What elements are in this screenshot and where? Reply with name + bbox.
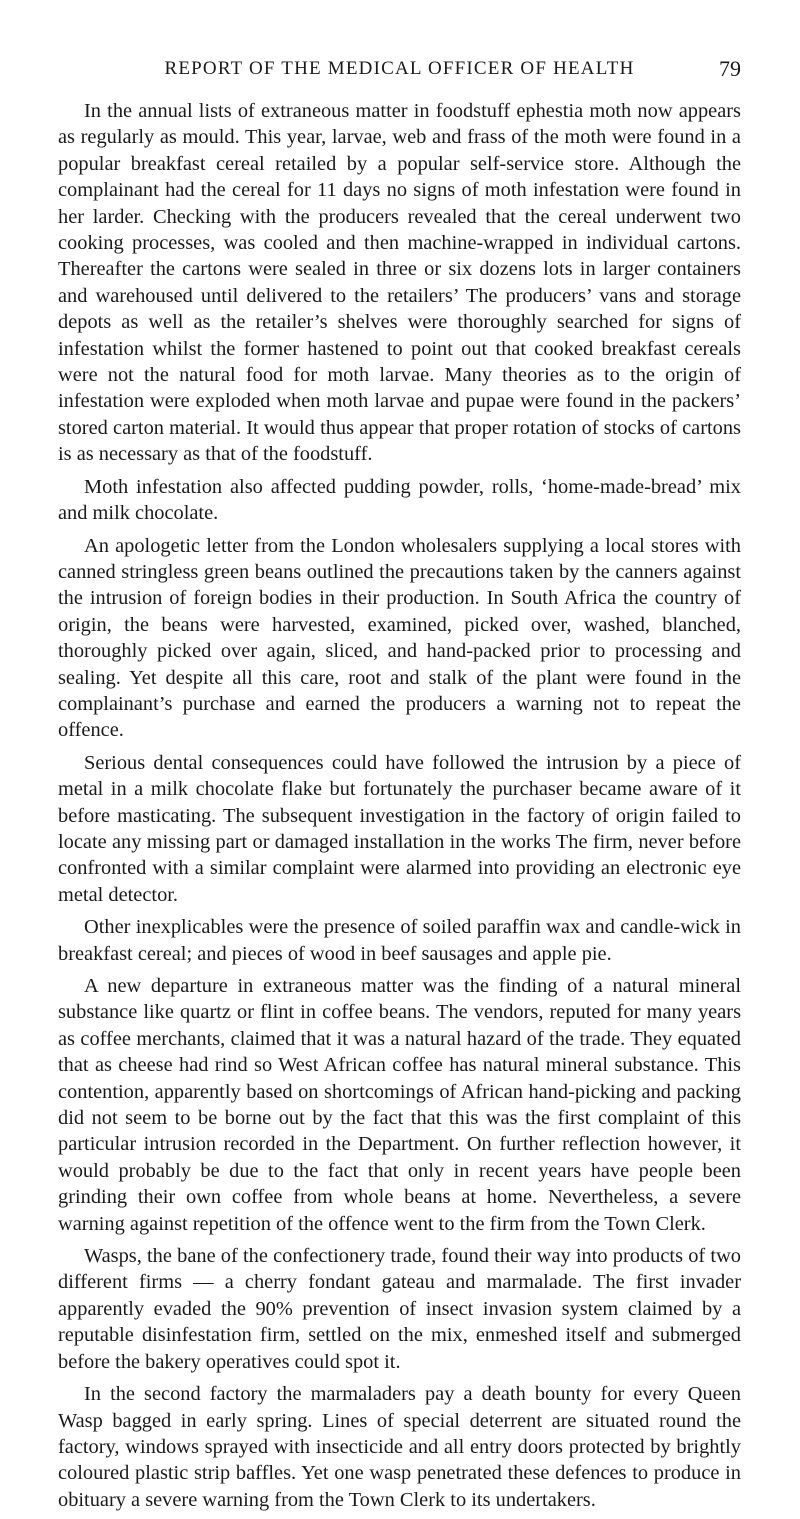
- running-title: REPORT OF THE MEDICAL OFFICER OF HEALTH: [164, 58, 635, 79]
- page-number: 79: [719, 56, 741, 81]
- paragraph-metal-chocolate: Serious dental consequences could have followed the intrusion by a piece of metal in a milk chocolate flake but fortunately the purchaser became aware of it before masticating. The subsequent investigation in the factory of origin failed to locate any missing part or damaged installation in the works The firm, never before confronted with a similar complaint were alarmed into providing an electronic eye metal detector.: [58, 751, 741, 906]
- paragraph-moth-cereal: In the annual lists of extraneous matter in foodstuff ephestia moth now appears as regularly as mould. This year, larvae, web and frass of the moth were found in a popular breakfast cereal retailed by a popular self-service store. Although the complainant had the cereal for 11 days no signs of moth infestation were found in her larder. Checking with the producers revealed that the cereal underwent two cooking processes, was cooled and then machine-wrapped in individual cartons. Thereafter the cartons were sealed in three or six dozens lots in larger containers and warehoused until delivered to the retailers’ The producers’ vans and storage depots as well as the retailer’s shelves were thoroughly searched for signs of infestation whilst the former hastened to point out that cooked breakfast cereals were not the natural food for moth larvae. Many theories as to the origin of infestation were exploded when moth larvae and pupae were found in the packers’ stored carton material. It would thus appear that proper rotation of stocks of cartons is as necessary as that of the foodstuff.: [58, 100, 741, 466]
- paragraph-green-beans: An apologetic letter from the London wholesalers supplying a local stores with canned stringless green beans outlined the precautions taken by the canners against the intrusion of foreign bodies in their production. In South Africa the country of origin, the beans were harvested, examined, picked over, washed, blanched, thoroughly picked over again, sliced, and hand-packed prior to processing and sealing. Yet despite all this care, root and stalk of the plant were found in the complainant’s purchase and earned the producers a warning not to repeat the offence.: [58, 534, 741, 742]
- running-header: [58, 58, 741, 88]
- paragraph-wasps-gateau: Wasps, the bane of the confectionery trade, found their way into products of two different firms — a cherry fondant gateau and marmalade. The first invader apparently evaded the 90% prevention of insect invasion system claimed by a reputable disinfestation firm, settled on the mix, enmeshed itself and submerged before the bakery operatives could spot it.: [58, 1245, 741, 1373]
- document-page: [58, 58, 741, 1519]
- paragraph-inexplicables: Other inexplicables were the presence of soiled paraffin wax and candle-wick in breakfast cereal; and pieces of wood in beef sausages and apple pie.: [58, 916, 741, 965]
- paragraph-wasps-marmalade: In the second factory the marmaladers pay a death bounty for every Queen Wasp bagged in early spring. Lines of special deterrent are situated round the factory, windows sprayed with insecticide and all entry doors protected by brightly coloured plastic strip baffles. Yet one wasp penetrated these defences to produce in obituary a severe warning from the Town Clerk to its undertakers.: [58, 1383, 741, 1511]
- paragraph-coffee-beans: A new departure in extraneous matter was the finding of a natural mineral substance like quartz or flint in coffee beans. The vendors, reputed for many years as coffee merchants, claimed that it was a natural hazard of the trade. They equated that as cheese had rind so West African coffee has natural mineral substance. This contention, apparently based on shortcomings of African hand-picking and packing did not seem to be borne out by the fact that this was the first complaint of this particular intrusion recorded in the Department. On further reflection however, it would probably be due to the fact that only in recent years have people been grinding their own coffee from whole beans at home. Nevertheless, a severe warning against repetition of the offence went to the firm from the Town Clerk.: [58, 975, 741, 1235]
- paragraph-moth-other: Moth infestation also affected pudding powder, rolls, ‘home-made-bread’ mix and milk chocolate.: [58, 475, 741, 525]
